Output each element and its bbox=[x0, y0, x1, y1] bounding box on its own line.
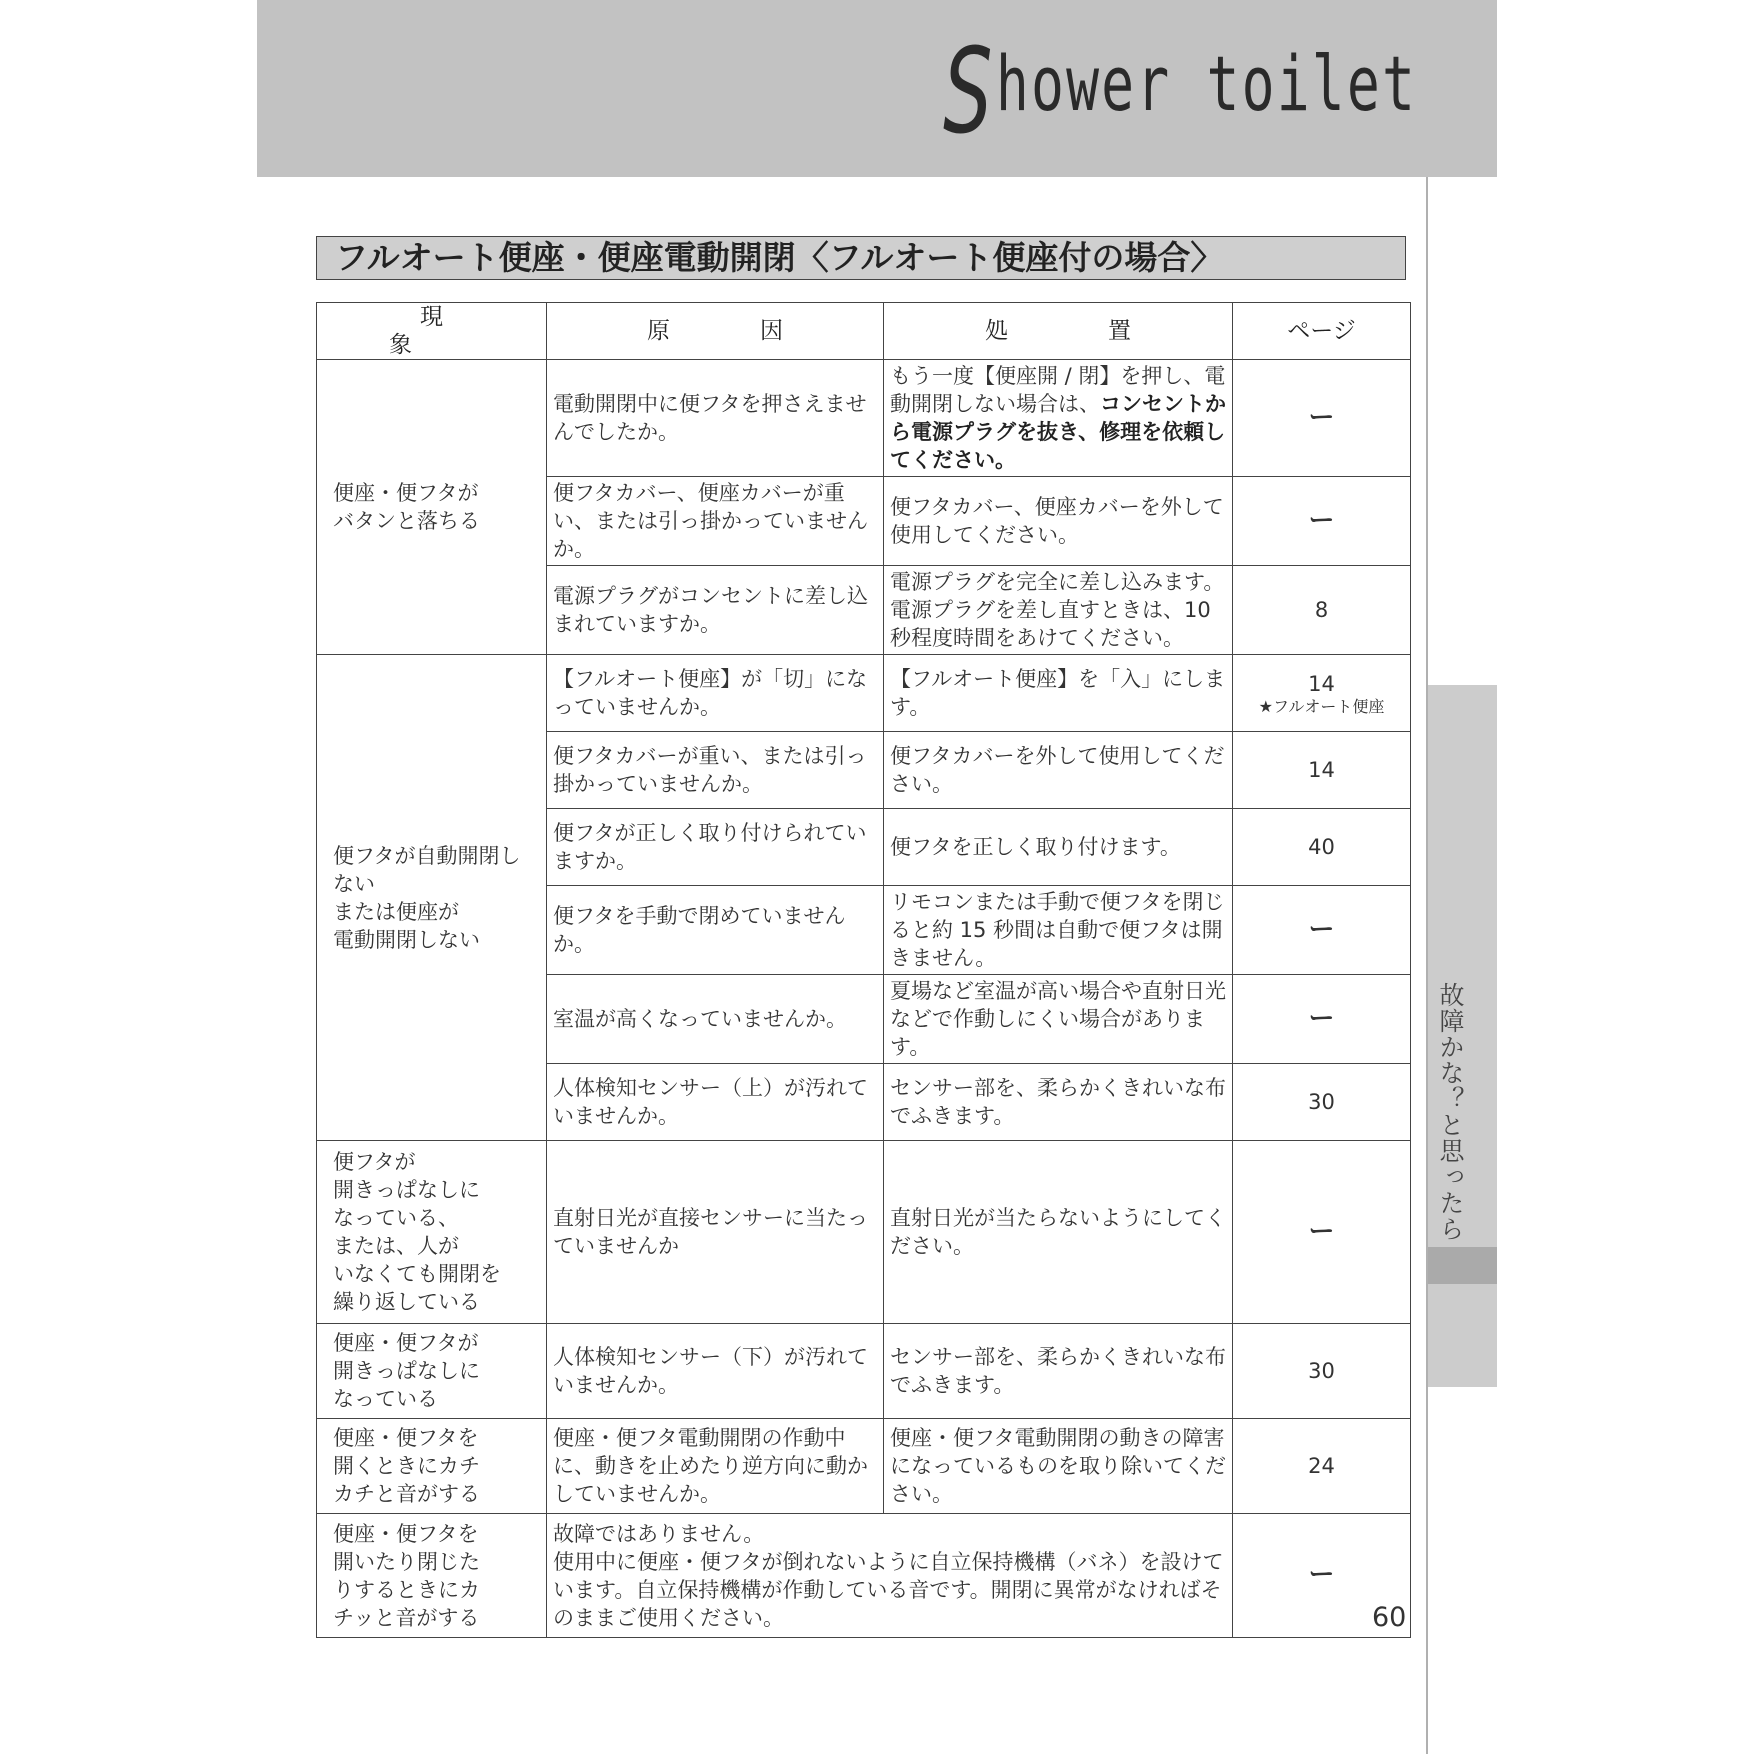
page-cell: 8 bbox=[1233, 566, 1411, 655]
page-cell: 24 bbox=[1233, 1419, 1411, 1514]
symptom-cell: 便座・便フタを 開くときにカチ カチと音がする bbox=[317, 1419, 547, 1514]
cause-cell: 人体検知センサー（上）が汚れていませんか。 bbox=[547, 1064, 884, 1141]
remedy-cell: 便フタを正しく取り付けます。 bbox=[884, 809, 1233, 886]
remedy-cell: 夏場など室温が高い場合や直射日光などで作動しにくい場合があります。 bbox=[884, 975, 1233, 1064]
symptom-cell: 便座・便フタが バタンと落ちる bbox=[317, 360, 547, 655]
table-row bbox=[317, 1141, 1411, 1324]
page-note: ★フルオート便座 bbox=[1258, 697, 1385, 716]
page-number: 60 bbox=[1372, 1602, 1407, 1633]
cause-cell: 【フルオート便座】が「切」になっていませんか。 bbox=[547, 655, 884, 732]
header-cause: 原因 bbox=[547, 303, 884, 360]
remedy-cell: 便座・便フタ電動開閉の動きの障害になっているものを取り除いてください。 bbox=[884, 1419, 1233, 1514]
remedy-cell: もう一度【便座開 / 閉】を押し、電動開閉しない場合は、コンセントから電源プラグを抜き、修理を依頼してください。 bbox=[884, 360, 1233, 477]
table-row bbox=[317, 655, 1411, 732]
brand-logo: Shower toilet bbox=[942, 22, 1417, 160]
symptom-cell: 便座・便フタが 開きっぱなしに なっている bbox=[317, 1324, 547, 1419]
remedy-cell: 電源プラグを完全に差し込みます。電源プラグを差し直すときは、10秒程度時間をあけてください。 bbox=[884, 566, 1233, 655]
remedy-cell: 【フルオート便座】を「入」にします。 bbox=[884, 655, 1233, 732]
symptom-cell: 便フタが自動開閉しない または便座が 電動開閉しない bbox=[317, 655, 547, 1141]
remedy-cell: センサー部を、柔らかくきれいな布でふきます。 bbox=[884, 1324, 1233, 1419]
page-cell: 14 ★フルオート便座 bbox=[1233, 655, 1411, 732]
remedy-cell: 直射日光が当たらないようにしてください。 bbox=[884, 1141, 1233, 1324]
page-cell: 40 bbox=[1233, 809, 1411, 886]
table-header-row bbox=[317, 303, 1411, 360]
remedy-cell: センサー部を、柔らかくきれいな布でふきます。 bbox=[884, 1064, 1233, 1141]
symptom-cell: 便フタが 開きっぱなしに なっている、 または、人が いなくても開閉を 繰り返している bbox=[317, 1141, 547, 1324]
cause-cell: 直射日光が直接センサーに当たっていませんか bbox=[547, 1141, 884, 1324]
page-cell: ー bbox=[1233, 477, 1411, 566]
cause-cell: 電源プラグがコンセントに差し込まれていますか。 bbox=[547, 566, 884, 655]
cause-cell: 人体検知センサー（下）が汚れていませんか。 bbox=[547, 1324, 884, 1419]
table-row bbox=[317, 1514, 1411, 1638]
side-tab-label: 故障かな？と思ったら bbox=[1436, 982, 1465, 1242]
page-cell: 30 bbox=[1233, 1324, 1411, 1419]
header-page: ページ bbox=[1233, 303, 1411, 360]
remedy-cell: 便フタカバーを外して使用してください。 bbox=[884, 732, 1233, 809]
page-cell: ー bbox=[1233, 1514, 1411, 1638]
table-row bbox=[317, 1419, 1411, 1514]
troubleshooting-table bbox=[316, 302, 1411, 1638]
cause-cell: 便フタカバー、便座カバーが重い、または引っ掛かっていませんか。 bbox=[547, 477, 884, 566]
symptom-cell: 便座・便フタを 開いたり閉じた りするときにカ チッと音がする bbox=[317, 1514, 547, 1638]
cause-cell: 室温が高くなっていませんか。 bbox=[547, 975, 884, 1064]
table-row bbox=[317, 1324, 1411, 1419]
remedy-cell: 便フタカバー、便座カバーを外して使用してください。 bbox=[884, 477, 1233, 566]
page-cell: 14 bbox=[1233, 732, 1411, 809]
table-row bbox=[317, 360, 1411, 477]
side-chapter-marker bbox=[1428, 1247, 1497, 1284]
cause-cell: 便フタを手動で閉めていませんか。 bbox=[547, 886, 884, 975]
cause-cell: 電動開閉中に便フタを押さえませんでしたか。 bbox=[547, 360, 884, 477]
header-remedy: 処置 bbox=[884, 303, 1233, 360]
page-cell: ー bbox=[1233, 1141, 1411, 1324]
header-band bbox=[257, 0, 1497, 177]
header-symptom: 現象 bbox=[317, 303, 547, 360]
cause-cell: 便フタカバーが重い、または引っ掛かっていませんか。 bbox=[547, 732, 884, 809]
section-title: フルオート便座・便座電動開閉〈フルオート便座付の場合〉 bbox=[316, 236, 1406, 280]
page-cell: ー bbox=[1233, 975, 1411, 1064]
cause-cell: 便フタが正しく取り付けられていますか。 bbox=[547, 809, 884, 886]
cause-cell: 便座・便フタ電動開閉の作動中に、動きを止めたり逆方向に動かしていませんか。 bbox=[547, 1419, 884, 1514]
page-cell: ー bbox=[1233, 360, 1411, 477]
remedy-cell: リモコンまたは手動で便フタを閉じると約 15 秒間は自動で便フタは開きません。 bbox=[884, 886, 1233, 975]
page-cell: 30 bbox=[1233, 1064, 1411, 1141]
cause-remedy-cell: 故障ではありません。 使用中に便座・便フタが倒れないように自立保持機構（バネ）を設けています。自立保持機構が作動している音です。開閉に異常がなければそのままご使用ください。 bbox=[547, 1514, 1233, 1638]
page-cell: ー bbox=[1233, 886, 1411, 975]
